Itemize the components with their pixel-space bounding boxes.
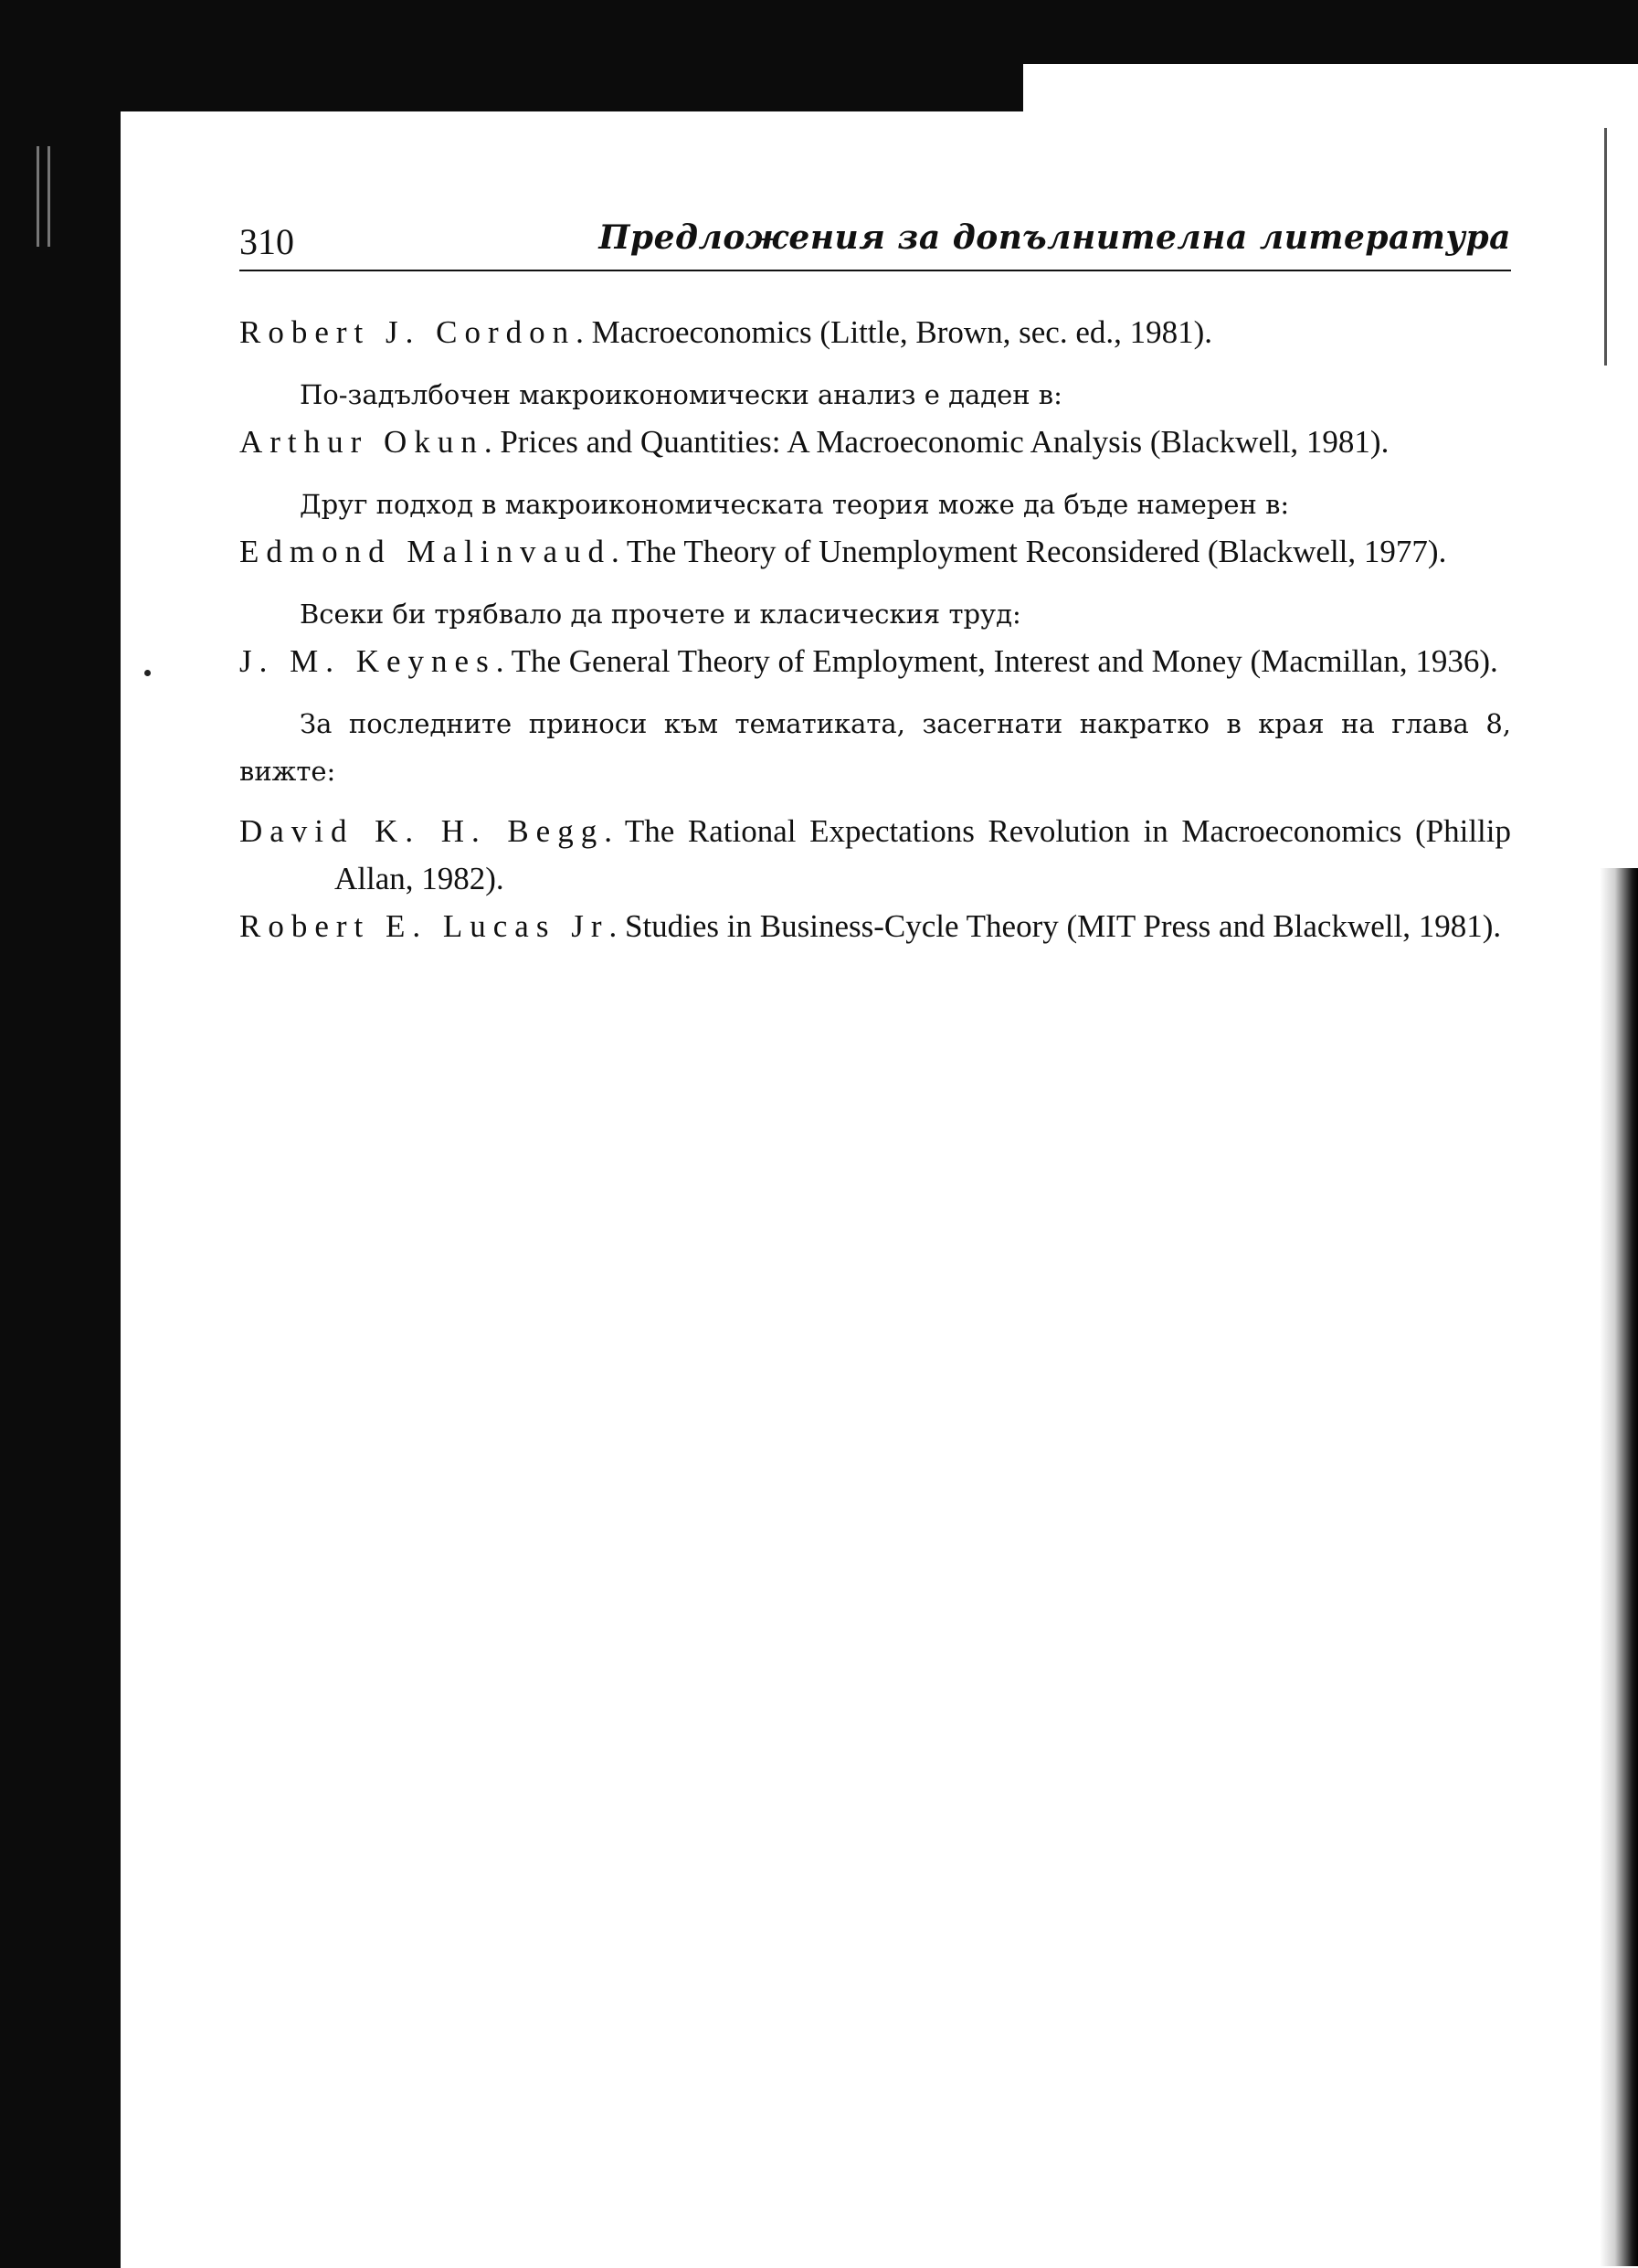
scan-border-top-step xyxy=(0,64,1023,111)
page-number: 310 xyxy=(239,221,294,262)
reference-title: Macroeconomics (Little, Brown, sec. ed., 1981). xyxy=(591,314,1213,350)
reference-title: The General Theory of Employment, Interest and Money (Macmillan, 1936). xyxy=(511,643,1498,679)
reference-author: Robert E. Lucas Jr xyxy=(239,908,609,944)
reference-entry: Robert J. Cordon. Macroeconomics (Little, Brown, sec. ed., 1981). xyxy=(239,314,1213,350)
reference-author: Edmond Malinvaud xyxy=(239,534,611,569)
page-header xyxy=(239,213,1511,271)
scan-line-right xyxy=(1604,128,1607,366)
reference-title: Prices and Quantities: A Macroeconomic Analysis (Blackwell, 1981). xyxy=(500,424,1390,460)
reference-author: David K. H. Begg xyxy=(239,813,605,849)
reference-author: Arthur Okun xyxy=(239,424,484,460)
reference-title: The Theory of Unemployment Reconsidered (Blackwell, 1977). xyxy=(626,534,1447,569)
scan-streak xyxy=(48,146,50,247)
scan-border-right xyxy=(1600,868,1638,2266)
scan-streak xyxy=(37,146,39,247)
reference-title: Studies in Business-Cycle Theory (MIT Press and Blackwell, 1981). xyxy=(624,908,1502,944)
margin-dot xyxy=(144,670,151,676)
reference-entry: David K. H. Begg. The Rational Expectations Revolution in Macroeconomics (Phillip Allan, 1982). xyxy=(239,813,1511,896)
intro-paragraph: По-задълбочен макроикономически анализ е даден в: xyxy=(300,379,1062,410)
reference-entry: Arthur Okun. Prices and Quantities: A Macroeconomic Analysis (Blackwell, 1981). xyxy=(239,424,1390,460)
reference-author: J. M. Keynes xyxy=(239,643,496,679)
reference-title: The Rational Expectations Revolution in Macroeconomics (Phillip Allan, 1982). xyxy=(334,813,1511,896)
scan-border-left xyxy=(0,0,121,2268)
running-title: Предложения за допълнителна литература xyxy=(598,218,1511,257)
intro-paragraph: За последните приноси към тематиката, засегнати накратко в края на глава 8, вижте: xyxy=(239,708,1511,787)
reference-entry: Robert E. Lucas Jr. Studies in Business-Cycle Theory (MIT Press and Blackwell, 1981). xyxy=(239,908,1502,944)
intro-paragraph: Друг подход в макроикономическата теория може да бъде намерен в: xyxy=(300,489,1290,520)
scan-border-top xyxy=(0,0,1638,64)
reference-entry: Edmond Malinvaud. The Theory of Unemployment Reconsidered (Blackwell, 1977). xyxy=(239,534,1447,569)
reading-list xyxy=(239,309,1511,950)
intro-paragraph: Всеки би трябвало да прочете и класическия труд: xyxy=(300,599,1021,630)
reference-entry: J. M. Keynes. The General Theory of Employment, Interest and Money (Macmillan, 1936). xyxy=(239,643,1498,679)
reference-author: Robert J. Cordon xyxy=(239,314,576,350)
